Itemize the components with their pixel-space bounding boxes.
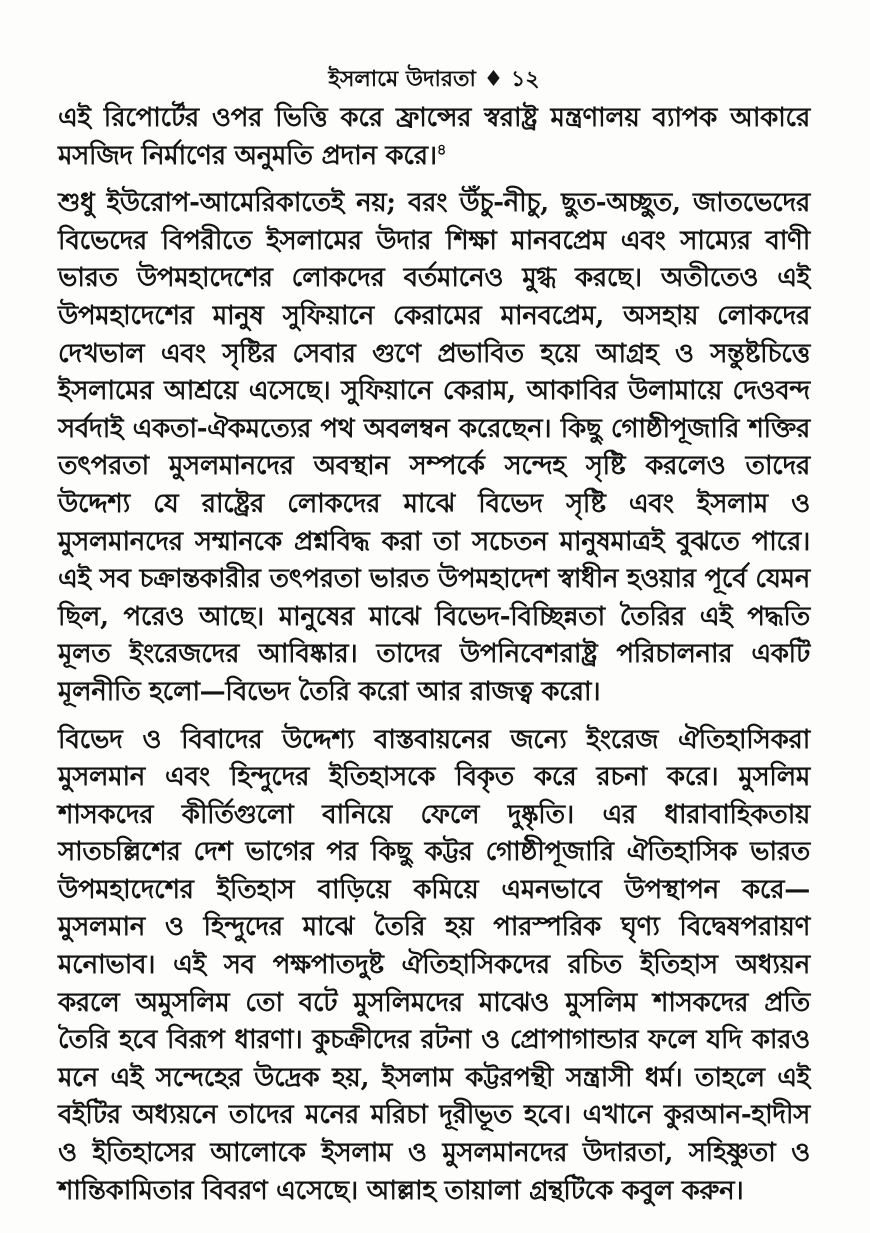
header-title: ইসলামে উদারতা (328, 66, 476, 92)
paragraph-1 (58, 100, 810, 175)
footnote-marker: ৪ (436, 139, 447, 158)
running-header (58, 64, 810, 94)
header-separator: ♦ (483, 66, 504, 92)
paragraph-2-text: শুধু ইউরোপ-আমেরিকাতেই নয়; বরং উঁচু-নীচু, ছুত-অচ্ছুত, জাতভেদের বিভেদের বিপরীতে ইসলামের উদার শিক্ষা মানবপ্রেম এবং সাম্যের বাণী ভারত উপমহাদেশের লোকদের বর্তমানেও মুগ্ধ করছে। অতীতেও এই উপমহাদেশের মানুষ সুফিয়ানে কেরামের মানবপ্রেম, অসহায় লোকদের দেখভাল এবং সৃষ্টির সেবার গুণে প্রভাবিত হয়ে আগ্রহ ও সন্তুষ্টচিত্তে ইসলামের আশ্রয়ে এসেছে। সুফিয়ানে কেরাম, আকাবির উলামায়ে দেওবন্দ সর্বদাই একতা-ঐকমত্যের পথ অবলম্বন করেছেন। কিছু গোষ্ঠীপূজারি শক্তির তৎপরতা মুসলমানদের অবস্থান সম্পর্কে সন্দেহ সৃষ্টি করলেও তাদের উদ্দেশ্য যে রাষ্ট্রের লোকদের মাঝে বিভেদ সৃষ্টি এবং ইসলাম ও মুসলমানদের সম্মানকে প্রশ্নবিদ্ধ করা তা সচেতন মানুষমাত্রই বুঝতে পারে। এই সব চক্রান্তকারীর তৎপরতা ভারত উপমহাদেশ স্বাধীন হওয়ার পূর্বে যেমন ছিল, পরেও আছে। মানুষের মাঝে বিভেদ-বিচ্ছিন্নতা তৈরির এই পদ্ধতি মূলত ইংরেজদের আবিষ্কার। তাদের উপনিবেশরাষ্ট্র পরিচালনার একটি মূলনীতি হলো—বিভেদ তৈরি করো আর রাজত্ব করো। (58, 188, 810, 707)
paragraph-3-text: বিভেদ ও বিবাদের উদ্দেশ্য বাস্তবায়নের জন্যে ইংরেজ ঐতিহাসিকরা মুসলমান এবং হিন্দুদের ইতিহাসকে বিকৃত করে রচনা করে। মুসলিম শাসকদের কীর্তিগুলো বানিয়ে ফেলে দুষ্কৃতি। এর ধারাবাহিকতায় সাতচল্লিশের দেশ ভাগের পর কিছু কট্টর গোষ্ঠীপূজারি ঐতিহাসিক ভারত উপমহাদেশের ইতিহাস বাড়িয়ে কমিয়ে এমনভাবে উপস্থাপন করে—মুসলমান ও হিন্দুদের মাঝে তৈরি হয় পারস্পরিক ঘৃণ্য বিদ্বেষপরায়ণ মনোভাব। এই সব পক্ষপাতদুষ্ট ঐতিহাসিকদের রচিত ইতিহাস অধ্যয়ন করলে অমুসলিম তো বটে মুসলিমদের মাঝেও মুসলিম শাসকদের প্রতি তৈরি হবে বিরূপ ধারণা। কুচক্রীদের রটনা ও প্রোপাগান্ডার ফলে যদি কারও মনে এই সন্দেহের উদ্রেক হয়, ইসলাম কট্টরপন্থী সন্ত্রাসী ধর্ম। তাহলে এই বইটির অধ্যয়নে তাদের মনের মরিচা দূরীভূত হবে। এখানে কুরআন-হাদীস ও ইতিহাসের আলোকে ইসলাম ও মুসলমানদের উদারতা, সহিষ্ণুতা ও শান্তিকামিতার বিবরণ এসেছে। আল্লাহ তায়ালা গ্রন্থটিকে কবুল করুন। (58, 724, 810, 1206)
paragraph-3 (58, 722, 810, 1211)
paragraph-2 (58, 185, 810, 711)
page-number: ১২ (511, 66, 540, 92)
paragraph-1-text: এই রিপোর্টের ওপর ভিত্তি করে ফ্রান্সের স্বরাষ্ট্র মন্ত্রণালয় ব্যাপক আকারে মসজিদ নির্মাণের অনুমতি প্রদান করে। (58, 103, 810, 171)
